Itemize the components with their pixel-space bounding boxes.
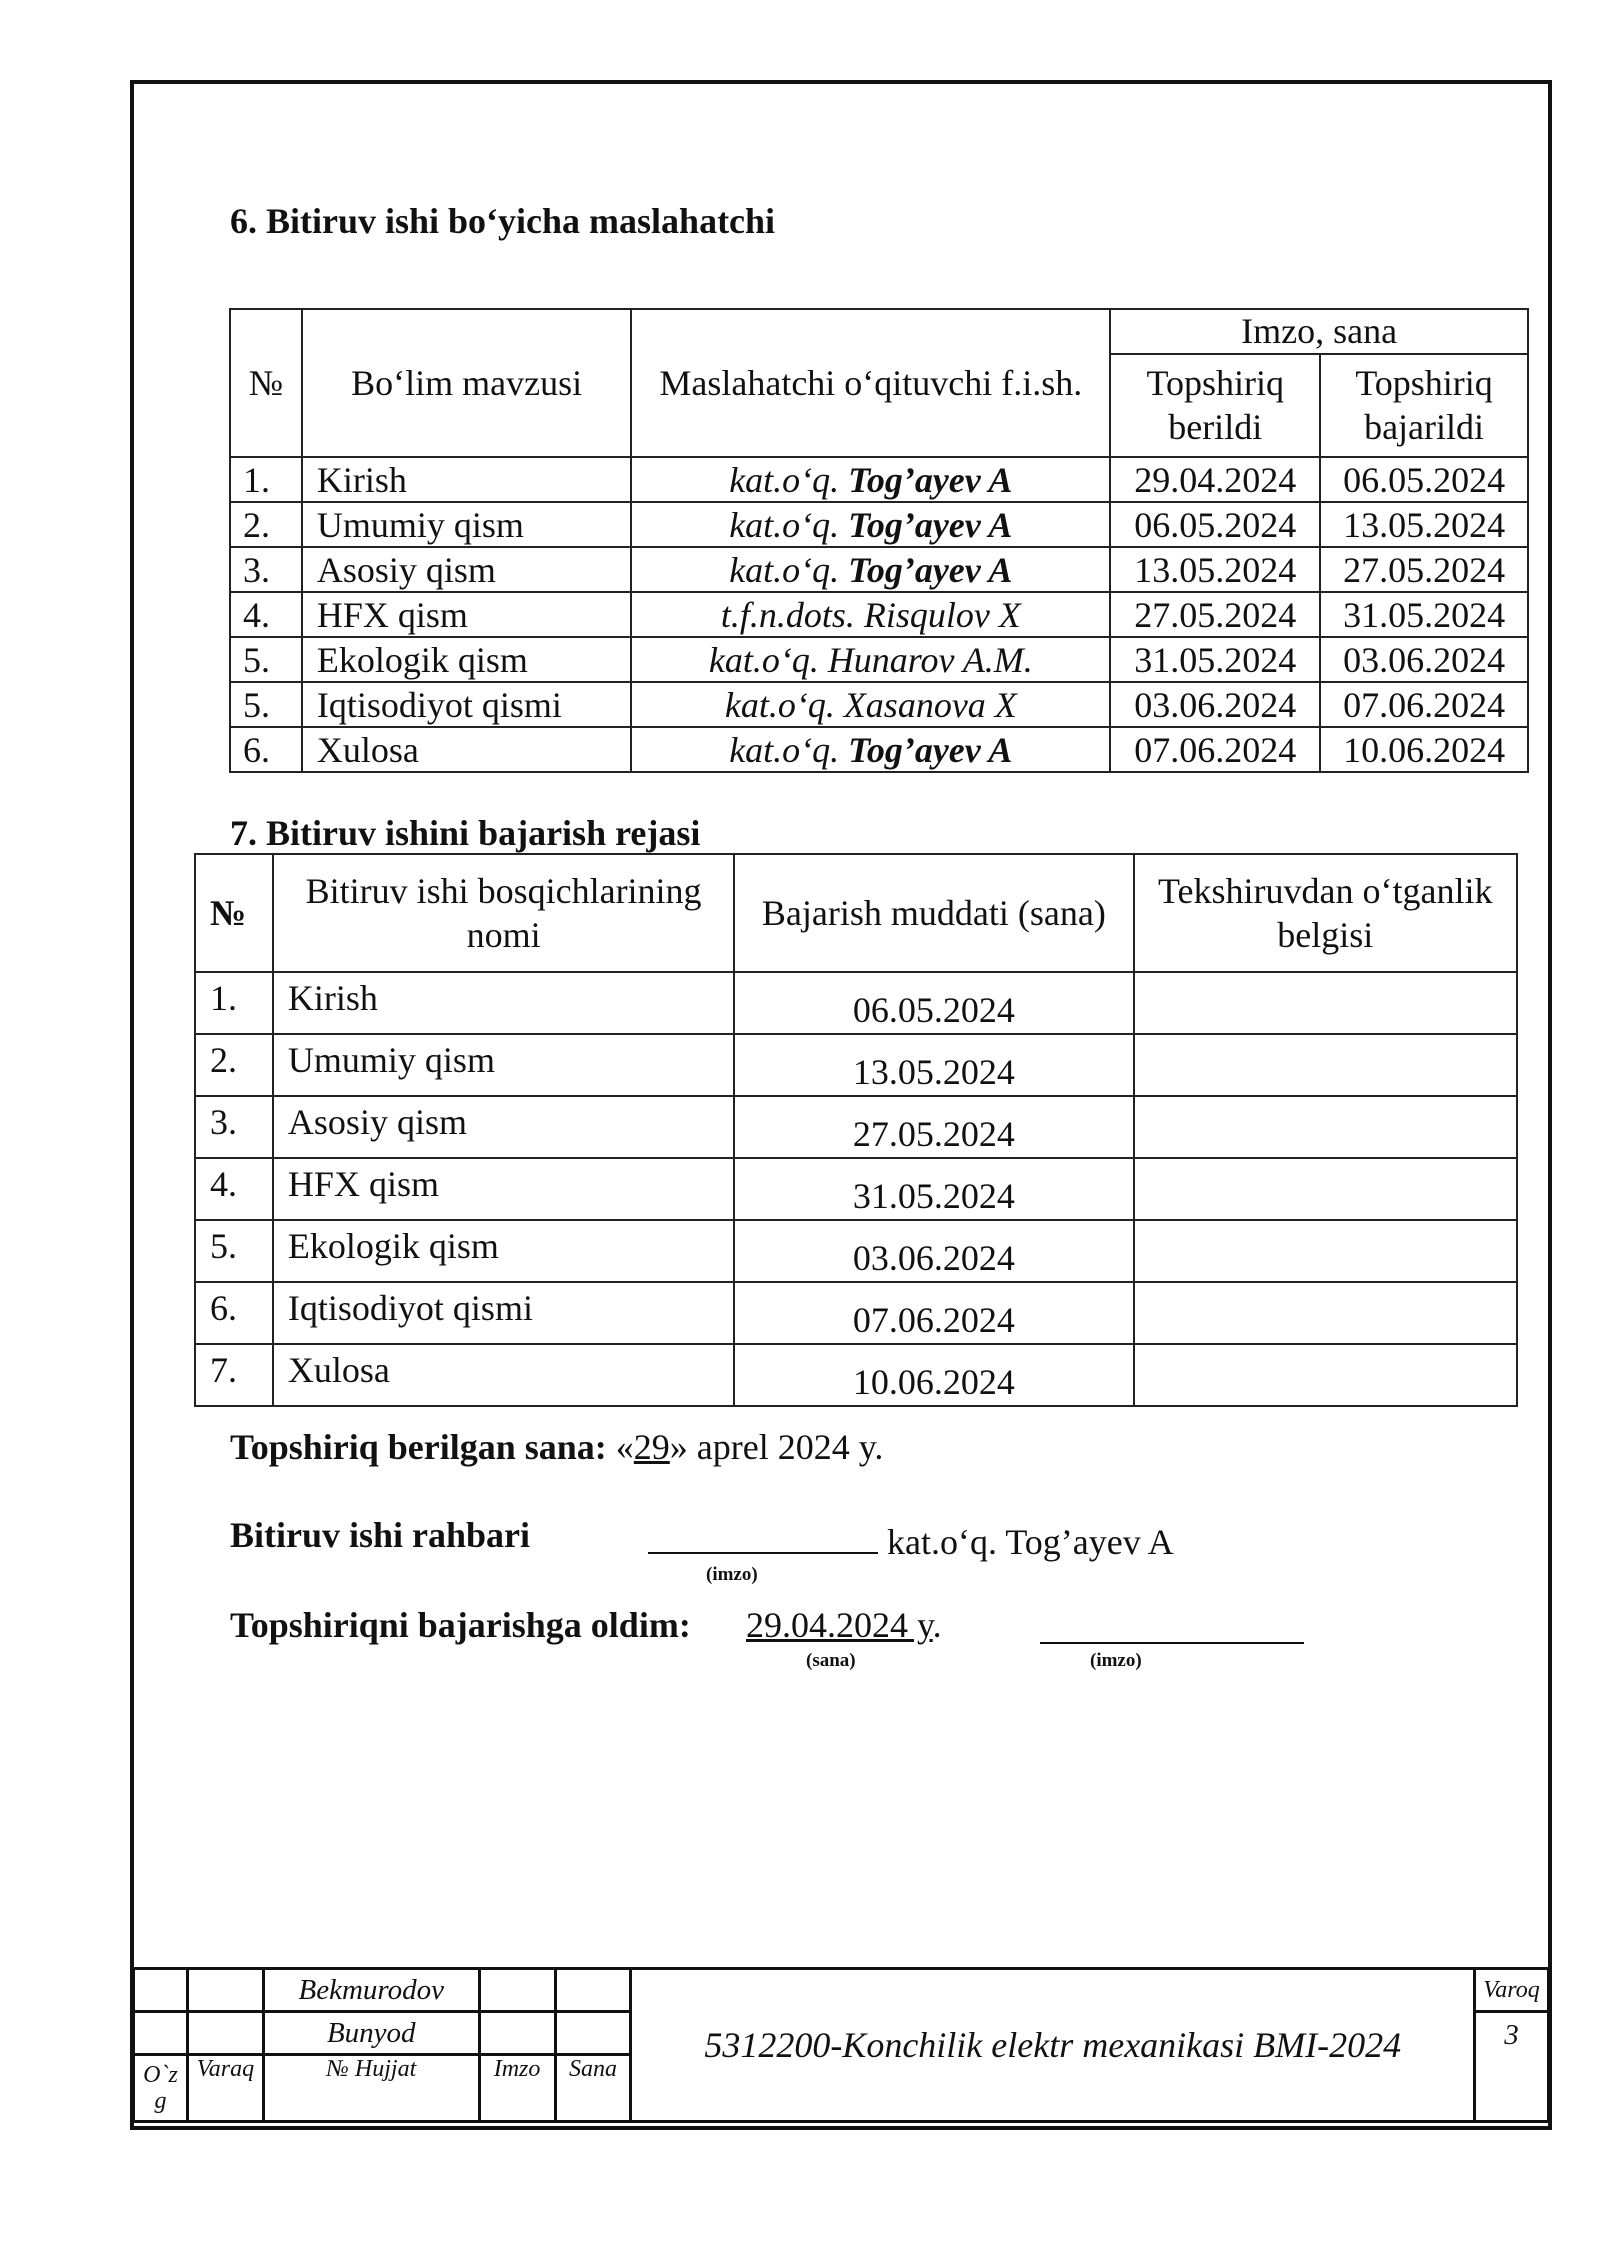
plan-row-stage: Kirish: [273, 972, 734, 1034]
plan-row-deadline: 13.05.2024: [734, 1034, 1133, 1096]
assigned-date-line: [230, 1426, 883, 1468]
row-given-date: 31.05.2024: [1110, 637, 1320, 682]
header-topic: Bo‘lim mavzusi: [302, 309, 631, 457]
header-sign-date: Imzo, sana: [1110, 309, 1528, 354]
row-advisor: kat.o‘q. Tog’ayev A: [631, 547, 1110, 592]
advisor-row: [230, 637, 1528, 682]
plan-row-number: 5.: [195, 1220, 273, 1282]
row-given-date: 06.05.2024: [1110, 502, 1320, 547]
student-signature-line: [1040, 1604, 1304, 1653]
row-done-date: 13.05.2024: [1320, 502, 1528, 547]
author-name: Bunyod: [263, 2012, 479, 2055]
plan-header-no: №: [195, 854, 273, 972]
assigned-day: 29: [633, 1427, 670, 1467]
row-number: 1.: [230, 457, 302, 502]
advisor-row: [230, 592, 1528, 637]
header-no: №: [230, 309, 302, 457]
section6-title: 6. Bitiruv ishi bo‘yicha maslahatchi: [230, 201, 776, 241]
col-varaq: Varaq: [187, 2055, 263, 2122]
plan-row-number: 2.: [195, 1034, 273, 1096]
advisor-row: [230, 682, 1528, 727]
row-given-date: 07.06.2024: [1110, 727, 1320, 772]
plan-row: [195, 1158, 1517, 1220]
accepted-date: 29.04.2024 y: [746, 1605, 933, 1645]
student-imzo-caption: (imzo): [1090, 1650, 1142, 1671]
accepted-label: Topshiriqni bajarishga oldim:: [230, 1605, 691, 1645]
accepted-sana-caption: (sana): [806, 1650, 856, 1671]
plan-row-number: 6.: [195, 1282, 273, 1344]
col-ozg: O`z g: [134, 2055, 188, 2122]
row-done-date: 07.06.2024: [1320, 682, 1528, 727]
plan-row-stage: Asosiy qism: [273, 1096, 734, 1158]
advisor-row: [230, 727, 1528, 772]
advisor-row: [230, 457, 1528, 502]
plan-row-deadline: 27.05.2024: [734, 1096, 1133, 1158]
plan-row-check: [1134, 1158, 1517, 1220]
sheet-number: 3: [1475, 2012, 1549, 2122]
sheet-label: Varoq: [1475, 1969, 1549, 2012]
row-topic: Iqtisodiyot qismi: [302, 682, 631, 727]
plan-row: [195, 1034, 1517, 1096]
plan-row: [195, 1220, 1517, 1282]
row-advisor: kat.o‘q. Hunarov A.M.: [631, 637, 1110, 682]
plan-row-check: [1134, 1034, 1517, 1096]
row-number: 3.: [230, 547, 302, 592]
assigned-label: Topshiriq berilgan sana:: [230, 1427, 607, 1467]
supervisor-imzo-caption: (imzo): [706, 1564, 758, 1585]
row-advisor: kat.o‘q. Tog’ayev A: [631, 457, 1110, 502]
row-done-date: 03.06.2024: [1320, 637, 1528, 682]
row-number: 5.: [230, 682, 302, 727]
plan-row-number: 1.: [195, 972, 273, 1034]
row-topic: Xulosa: [302, 727, 631, 772]
student-signature-blank: [1040, 1604, 1304, 1644]
plan-row-check: [1134, 1282, 1517, 1344]
plan-header-stage: Bitiruv ishi bosqichlarining nomi: [273, 854, 734, 972]
plan-row: [195, 1282, 1517, 1344]
author-surname: Bekmurodov: [263, 1969, 479, 2012]
row-given-date: 13.05.2024: [1110, 547, 1320, 592]
header-done: Topshiriq bajarildi: [1320, 354, 1528, 457]
plan-row-stage: Xulosa: [273, 1344, 734, 1406]
plan-row-stage: HFX qism: [273, 1158, 734, 1220]
row-number: 4.: [230, 592, 302, 637]
row-advisor: kat.o‘q. Tog’ayev A: [631, 502, 1110, 547]
plan-row: [195, 972, 1517, 1034]
row-given-date: 29.04.2024: [1110, 457, 1320, 502]
row-done-date: 27.05.2024: [1320, 547, 1528, 592]
row-topic: Umumiy qism: [302, 502, 631, 547]
plan-row-check: [1134, 1220, 1517, 1282]
plan-row-stage: Ekologik qism: [273, 1220, 734, 1282]
row-topic: Asosiy qism: [302, 547, 631, 592]
plan-row-deadline: 10.06.2024: [734, 1344, 1133, 1406]
plan-table: [194, 853, 1518, 1407]
accepted-date-line: 29.04.2024 y.: [746, 1605, 942, 1645]
plan-row-check: [1134, 1096, 1517, 1158]
row-topic: Kirish: [302, 457, 631, 502]
row-number: 2.: [230, 502, 302, 547]
plan-row-number: 3.: [195, 1096, 273, 1158]
plan-row-deadline: 06.05.2024: [734, 972, 1133, 1034]
advisor-row: [230, 502, 1528, 547]
plan-row-deadline: 03.06.2024: [734, 1220, 1133, 1282]
col-sana: Sana: [555, 2055, 631, 2122]
row-advisor: kat.o‘q. Tog’ayev A: [631, 727, 1110, 772]
row-number: 6.: [230, 727, 302, 772]
supervisor-signature-line: [648, 1514, 1174, 1563]
plan-row-stage: Iqtisodiyot qismi: [273, 1282, 734, 1344]
assigned-rest: » aprel 2024 y.: [669, 1427, 884, 1467]
supervisor-label: Bitiruv ishi rahbari: [230, 1515, 531, 1555]
plan-header-deadline: Bajarish muddati (sana): [734, 854, 1133, 972]
header-advisor: Maslahatchi o‘qituvchi f.i.sh.: [631, 309, 1110, 457]
plan-row-check: [1134, 1344, 1517, 1406]
advisor-table: [229, 308, 1529, 773]
section7-title: 7. Bitiruv ishini bajarish rejasi: [230, 813, 701, 853]
plan-row: [195, 1344, 1517, 1406]
row-advisor: kat.o‘q. Xasanova X: [631, 682, 1110, 727]
supervisor-name: kat.o‘q. Tog’ayev A: [887, 1522, 1174, 1562]
row-done-date: 10.06.2024: [1320, 727, 1528, 772]
row-topic: HFX qism: [302, 592, 631, 637]
header-given: Topshiriq berildi: [1110, 354, 1320, 457]
plan-header-check: Tekshiruvdan o‘tganlik belgisi: [1134, 854, 1517, 972]
plan-row-stage: Umumiy qism: [273, 1034, 734, 1096]
row-advisor: t.f.n.dots. Risqulov X: [631, 592, 1110, 637]
plan-row-deadline: 07.06.2024: [734, 1282, 1133, 1344]
plan-row-number: 7.: [195, 1344, 273, 1406]
row-number: 5.: [230, 637, 302, 682]
col-hujjat: № Hujjat: [263, 2055, 479, 2122]
plan-row-deadline: 31.05.2024: [734, 1158, 1133, 1220]
plan-row: [195, 1096, 1517, 1158]
row-given-date: 27.05.2024: [1110, 592, 1320, 637]
row-done-date: 06.05.2024: [1320, 457, 1528, 502]
plan-row-number: 4.: [195, 1158, 273, 1220]
advisor-row: [230, 547, 1528, 592]
supervisor-signature-blank: [648, 1514, 878, 1554]
row-topic: Ekologik qism: [302, 637, 631, 682]
title-block: [132, 1967, 1550, 2123]
row-done-date: 31.05.2024: [1320, 592, 1528, 637]
row-given-date: 03.06.2024: [1110, 682, 1320, 727]
doc-title: 5312200-Konchilik elektr mexanikasi BMI-2024: [631, 1969, 1475, 2122]
col-imzo: Imzo: [479, 2055, 555, 2122]
assigned-open: «: [615, 1427, 634, 1467]
plan-row-check: [1134, 972, 1517, 1034]
